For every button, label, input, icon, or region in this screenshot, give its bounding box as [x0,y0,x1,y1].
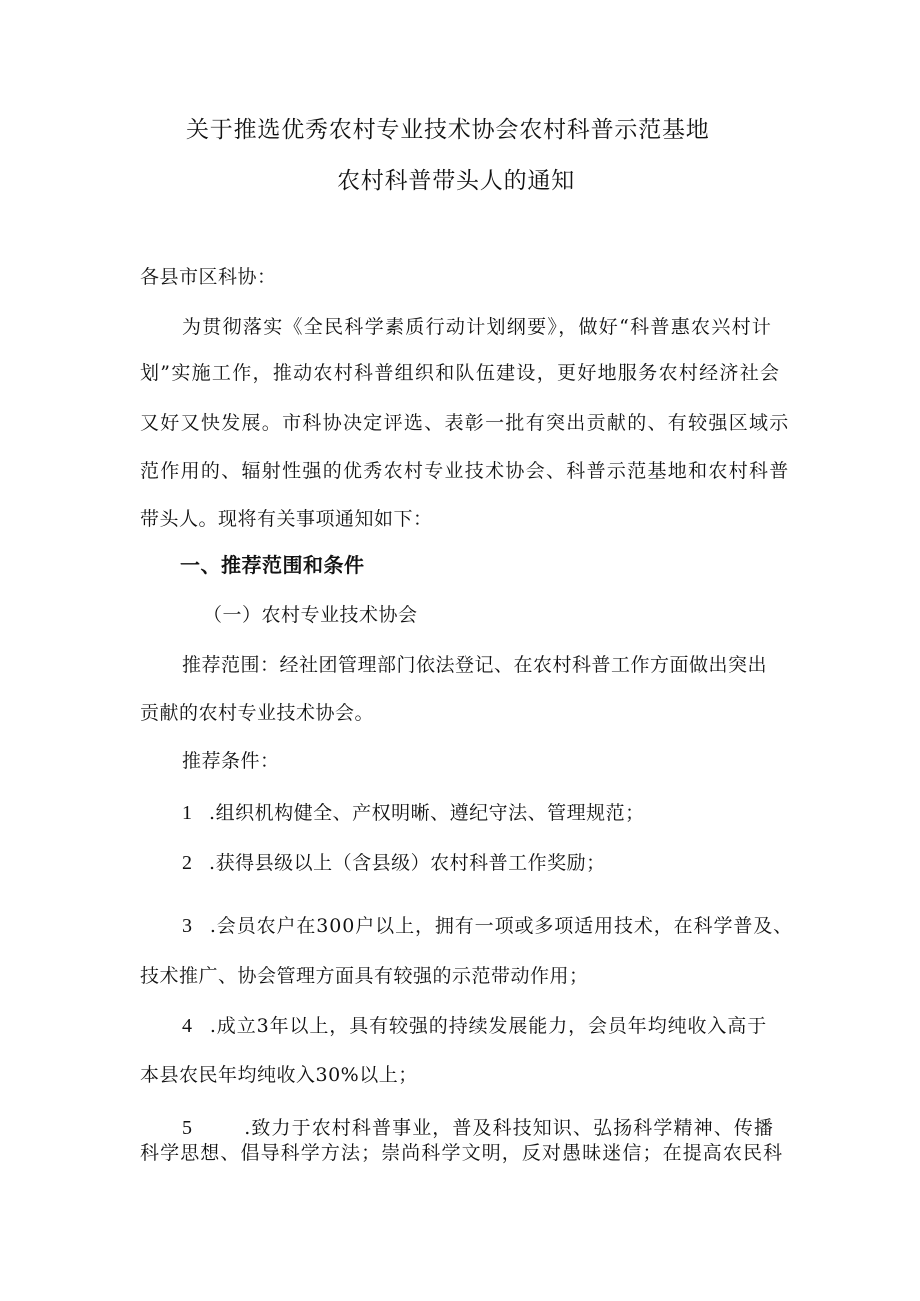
conditions-label: 推荐条件： [182,750,280,772]
scope-line: 贡献的农村专业技术协会。 [140,702,375,724]
intro-line: 又好又快发展。市科协决定评选、表彰一批有突出贡献的、有较强区域示 [140,412,790,434]
item-number: 2 [182,852,193,874]
condition-item [182,800,645,826]
item-text: .获得县级以上（含县级）农村科普工作奖励； [209,852,606,874]
condition-item [182,913,793,939]
item-number: 1 [182,802,193,824]
scope-line: 推荐范围：经社团管理部门依法登记、在农村科普工作方面做出突出 [182,654,768,676]
condition-item-cont: 技术推广、协会管理方面具有较强的示范带动作用； [140,965,589,987]
item-text: .组织机构健全、产权明晰、遵纪守法、管理规范； [209,802,645,824]
condition-item [182,1115,774,1141]
intro-line: 划”实施工作，推动农村科普组织和队伍建设，更好地服务农村经济社会 [140,362,781,384]
subsection-heading: （一）农村专业技术协会 [203,604,418,626]
salutation: 各县市区科协： [140,266,277,288]
intro-line: 为贯彻落实《全民科学素质行动计划纲要》，做好“科普惠农兴村计 [182,316,773,338]
section-heading: 一、推荐范围和条件 [180,553,365,577]
condition-item [182,850,606,876]
intro-line: 带头人。现将有关事项通知如下： [140,508,433,530]
item-text: .会员农户在300户以上，拥有一项或多项适用技术，在科学普及、 [209,915,794,937]
condition-item-cont: 本县农民年均纯收入30%以上； [140,1064,418,1086]
item-text: .成立3年以上，具有较强的持续发展能力，会员年均纯收入高于 [209,1015,768,1037]
item-number: 4 [182,1015,193,1037]
title-line-1: 关于推选优秀农村专业技术协会农村科普示范基地 [186,117,710,143]
condition-item [182,1013,767,1039]
intro-line: 范作用的、辐射性强的优秀农村专业技术协会、科普示范基地和农村科普 [140,460,790,482]
item-number: 5 [182,1117,194,1139]
condition-item-cont: 科学思想、倡导科学方法；崇尚科学文明，反对愚昧迷信；在提高农民科 [140,1142,784,1164]
item-number: 3 [182,915,193,937]
title-line-2: 农村科普带头人的通知 [337,168,575,194]
item-text: .致力于农村科普事业，普及科技知识、弘扬科学精神、传播 [244,1117,774,1139]
